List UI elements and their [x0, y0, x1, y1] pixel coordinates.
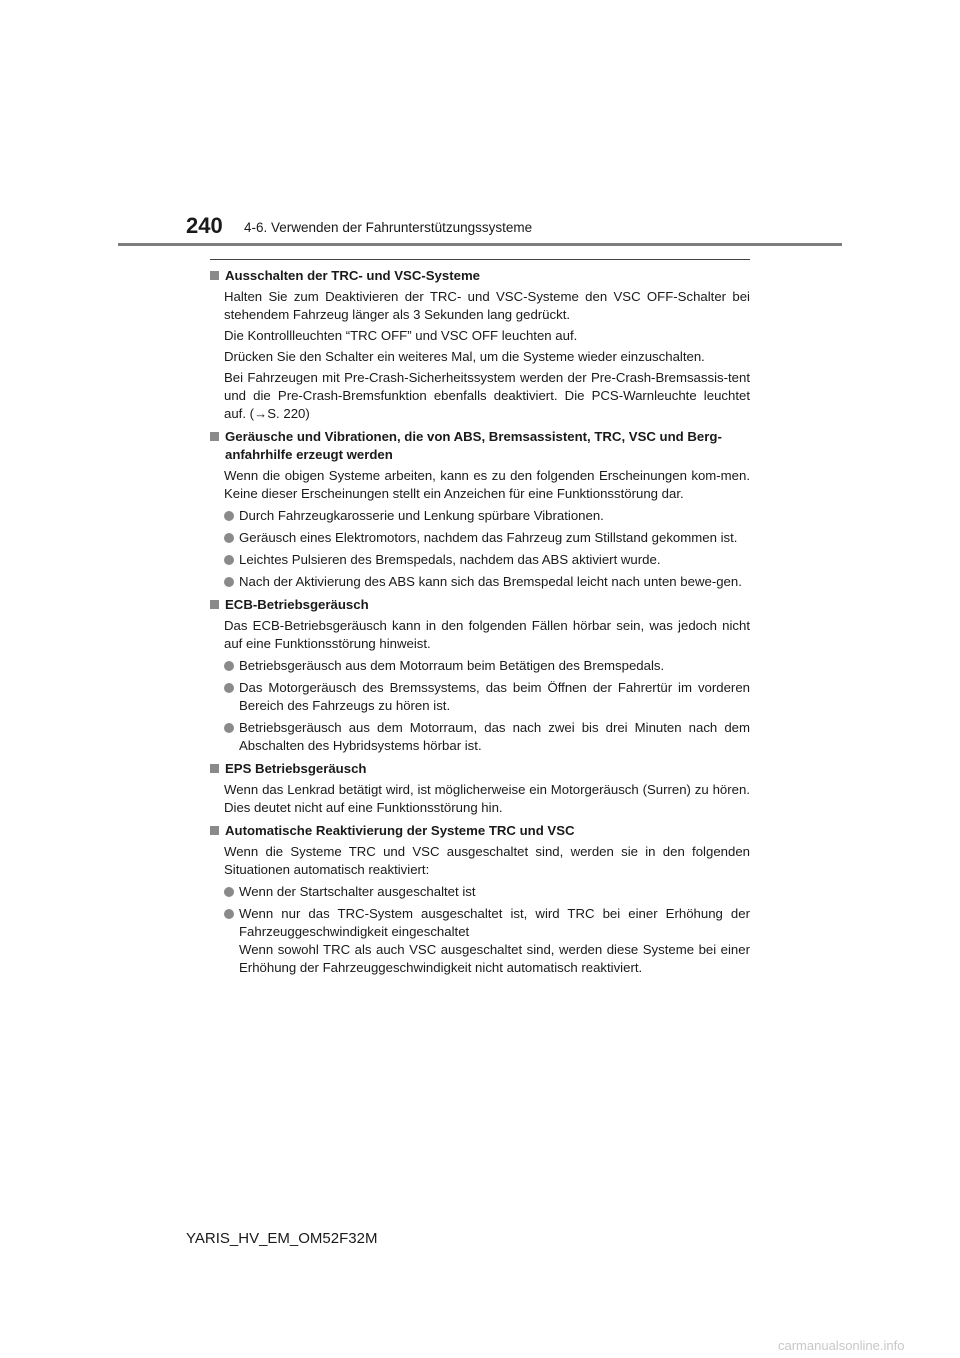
- list-item: Betriebsgeräusch aus dem Motorraum, das nach zwei bis drei Minuten nach dem Abschalten des Hybridsystems hörbar ist.: [224, 719, 750, 755]
- paragraph: Wenn die Systeme TRC und VSC ausgeschaltet sind, werden sie in den folgenden Situationen automatisch reaktiviert:: [224, 844, 750, 877]
- section-title: EPS Betriebsgeräusch: [225, 761, 367, 776]
- round-bullet-icon: [224, 533, 234, 543]
- round-bullet-icon: [224, 887, 234, 897]
- document-code: YARIS_HV_EM_OM52F32M: [186, 1230, 378, 1247]
- square-bullet-icon: [210, 600, 219, 609]
- paragraph: Wenn die obigen Systeme arbeiten, kann es zu den folgenden Erscheinungen kom-men. Keine dieser Erscheinungen stellt ein Anzeichen für eine Funktionsstörung dar.: [224, 468, 750, 501]
- list-item: Betriebsgeräusch aus dem Motorraum beim Betätigen des Bremspedals.: [224, 657, 750, 675]
- section-rule: [210, 259, 750, 260]
- section: [210, 267, 750, 423]
- section: [210, 822, 750, 977]
- square-bullet-icon: [210, 432, 219, 441]
- section-title: ECB-Betriebsgeräusch: [225, 597, 369, 612]
- paragraph: Halten Sie zum Deaktivieren der TRC- und VSC-Systeme den VSC OFF-Schalter bei stehendem Fahrzeug länger als 3 Sekunden lang gedrückt.: [224, 289, 750, 322]
- section-title: Automatische Reaktivierung der Systeme TRC und VSC: [225, 823, 575, 838]
- paragraph: Das ECB-Betriebsgeräusch kann in den folgenden Fällen hörbar sein, was jedoch nicht auf eine Funktionsstörung hinweist.: [224, 618, 750, 651]
- section-title: Geräusche und Vibrationen, die von ABS, Bremsassistent, TRC, VSC und Berg-anfahrhilfe erzeugt werden: [225, 429, 722, 462]
- list-item: Geräusch eines Elektromotors, nachdem das Fahrzeug zum Stillstand gekommen ist.: [224, 529, 750, 547]
- square-bullet-icon: [210, 826, 219, 835]
- paragraph: Die Kontrollleuchten “TRC OFF” und VSC OFF leuchten auf.: [224, 328, 578, 343]
- watermark: carmanualsonline.info: [778, 1338, 905, 1353]
- list-item: Durch Fahrzeugkarosserie und Lenkung spürbare Vibrationen.: [224, 507, 750, 525]
- section-title: Ausschalten der TRC- und VSC-Systeme: [225, 268, 481, 283]
- list-item: Das Motorgeräusch des Bremssystems, das beim Öffnen der Fahrertür im vorderen Bereich des Fahrzeugs zu hören ist.: [224, 679, 750, 715]
- paragraph: Bei Fahrzeugen mit Pre-Crash-Sicherheitssystem werden der Pre-Crash-Bremsassis-tent und die Pre-Crash-Bremsfunktion ebenfalls deaktiviert. Die PCS-Warnleuchte leuchtet auf. (→S. 220): [224, 370, 750, 421]
- round-bullet-icon: [224, 661, 234, 671]
- list-item: Wenn der Startschalter ausgeschaltet ist: [224, 883, 750, 901]
- header-rule: [118, 243, 842, 246]
- section: [210, 428, 750, 591]
- section: [210, 760, 750, 817]
- square-bullet-icon: [210, 271, 219, 280]
- page-number: 240: [186, 213, 223, 238]
- round-bullet-icon: [224, 683, 234, 693]
- content: [210, 267, 750, 982]
- round-bullet-icon: [224, 511, 234, 521]
- paragraph: Drücken Sie den Schalter ein weiteres Mal, um die Systeme wieder einzuschalten.: [224, 349, 705, 364]
- round-bullet-icon: [224, 909, 234, 919]
- list-item: Nach der Aktivierung des ABS kann sich das Bremspedal leicht nach unten bewe-gen.: [224, 573, 750, 591]
- list-item: Leichtes Pulsieren des Bremspedals, nachdem das ABS aktiviert wurde.: [224, 551, 750, 569]
- list-item: Wenn nur das TRC-System ausgeschaltet ist, wird TRC bei einer Erhöhung der Fahrzeuggeschwindigkeit eingeschaltet Wenn sowohl TRC als auch VSC ausgeschaltet sind, werden diese Systeme bei einer Erhöhung der Fahrzeuggeschwindigkeit nicht automatisch reaktiviert.: [224, 905, 750, 977]
- round-bullet-icon: [224, 577, 234, 587]
- round-bullet-icon: [224, 555, 234, 565]
- paragraph: Wenn das Lenkrad betätigt wird, ist möglicherweise ein Motorgeräusch (Surren) zu hören. Dies deutet nicht auf eine Funktionsstörung hin.: [224, 782, 750, 815]
- round-bullet-icon: [224, 723, 234, 733]
- chapter-title: 4-6. Verwenden der Fahrunterstützungssysteme: [244, 220, 533, 235]
- section: [210, 596, 750, 755]
- square-bullet-icon: [210, 764, 219, 773]
